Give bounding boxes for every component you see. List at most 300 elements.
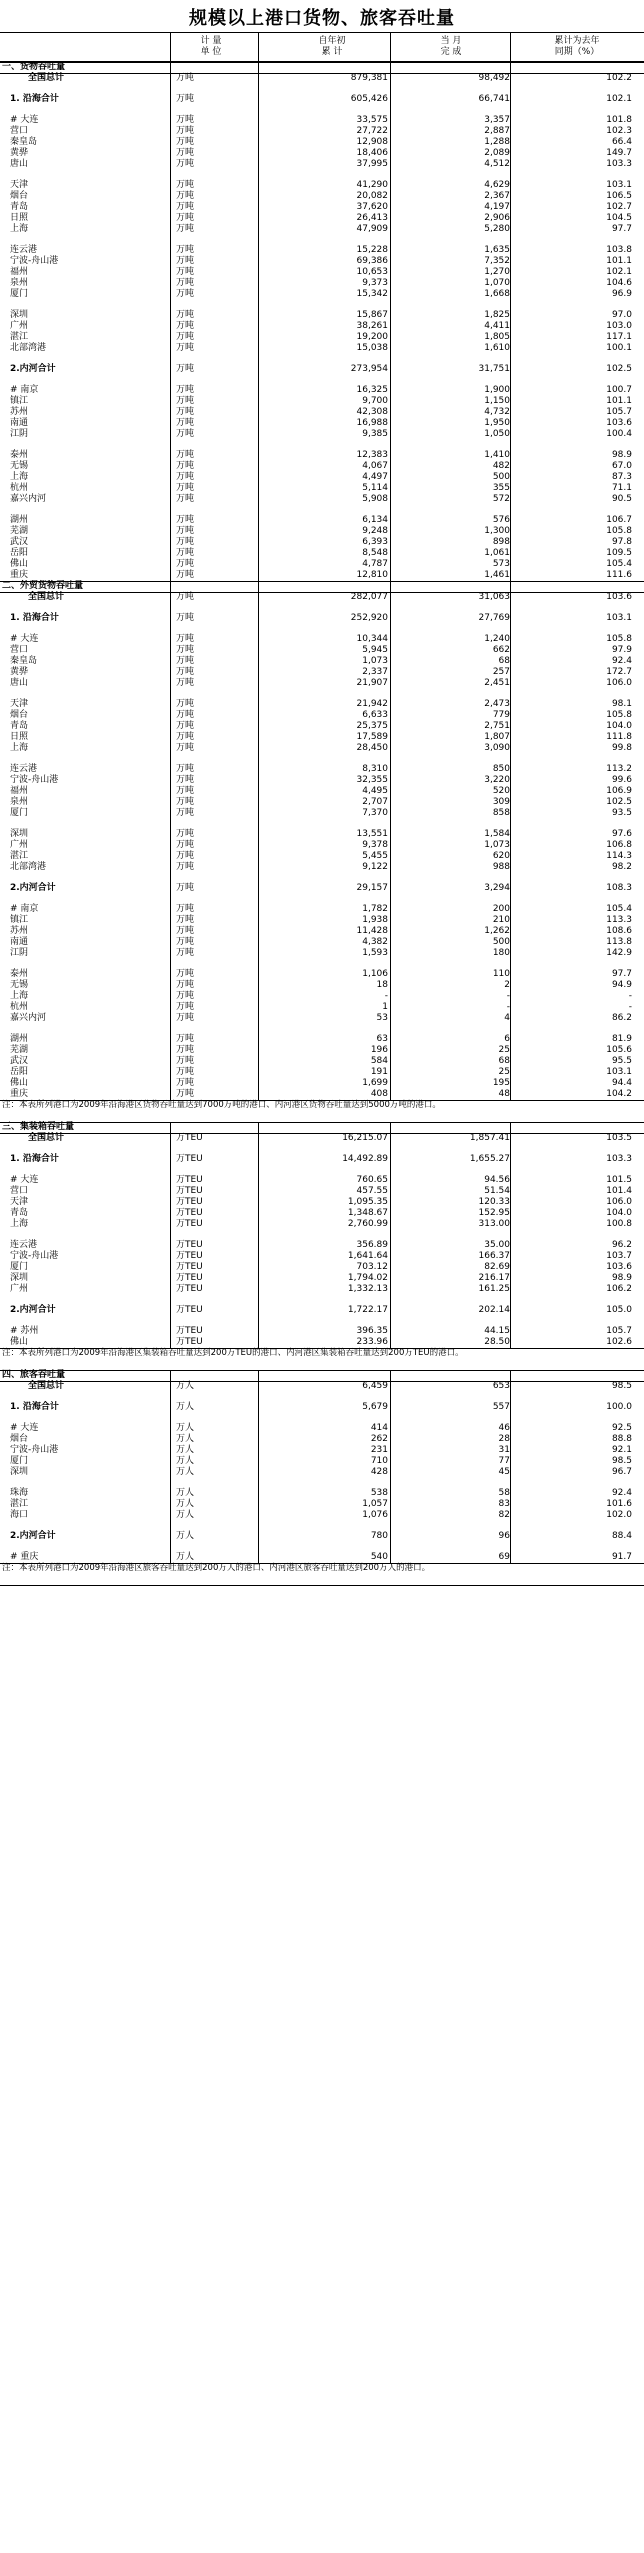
- column-divider: [510, 32, 511, 1100]
- unit-cell: 万吨: [176, 148, 195, 158]
- port-name: 宁波-舟山港: [10, 1445, 59, 1455]
- month-cell: 576: [492, 515, 510, 525]
- month-cell: 4,197: [484, 202, 510, 212]
- port-name: 南通: [10, 418, 29, 428]
- port-name: 上海: [10, 1219, 29, 1229]
- month-cell: 1,461: [484, 570, 510, 580]
- ytd-cell: 6,459: [362, 1381, 388, 1391]
- divider: [0, 62, 644, 63]
- month-cell: 662: [492, 645, 510, 655]
- unit-cell: 万人: [176, 1488, 195, 1498]
- unit-cell: 万吨: [176, 969, 195, 979]
- month-cell: 1,073: [484, 840, 510, 850]
- pct-cell: 102.1: [606, 267, 632, 277]
- column-divider: [510, 1370, 511, 1563]
- ytd-cell: 21,942: [356, 699, 388, 709]
- column-divider: [258, 1370, 259, 1563]
- ytd-cell: 9,248: [362, 526, 388, 536]
- unit-cell: 万吨: [176, 537, 195, 547]
- pct-cell: 96.2: [611, 1240, 632, 1250]
- unit-cell: 万吨: [176, 321, 195, 331]
- port-name: 苏州: [10, 926, 29, 936]
- ytd-cell: 282,077: [350, 592, 388, 602]
- unit-cell: 万TEU: [176, 1175, 203, 1185]
- ytd-cell: 4,787: [362, 559, 388, 569]
- month-cell: 5,280: [484, 224, 510, 234]
- port-name: 唐山: [10, 159, 29, 169]
- ytd-cell: 12,810: [356, 570, 388, 580]
- month-cell: 355: [492, 483, 510, 493]
- port-name: # 大连: [10, 115, 39, 125]
- unit-cell: 万人: [176, 1552, 195, 1562]
- port-name: 黄骅: [10, 667, 29, 677]
- unit-cell: 万吨: [176, 613, 195, 623]
- ytd-cell: 32,355: [356, 775, 388, 785]
- month-cell: 1,270: [484, 267, 510, 277]
- month-cell: 77: [498, 1456, 510, 1466]
- port-name: 广州: [10, 321, 29, 331]
- ytd-cell: 6,134: [362, 515, 388, 525]
- ytd-cell: 18: [376, 980, 388, 990]
- divider: [0, 73, 644, 74]
- pct-cell: 98.2: [611, 862, 632, 872]
- port-name: 厦门: [10, 808, 29, 818]
- unit-cell: 万TEU: [176, 1262, 203, 1272]
- ytd-cell: 6,393: [362, 537, 388, 547]
- pct-cell: 104.2: [606, 1089, 632, 1099]
- port-name: 上海: [10, 991, 29, 1001]
- port-name: 1. 沿海合计: [10, 1154, 59, 1164]
- port-name: 武汉: [10, 1056, 29, 1066]
- unit-cell: 万吨: [176, 656, 195, 666]
- port-name: 1. 沿海合计: [10, 613, 59, 623]
- divider: [0, 1100, 644, 1101]
- unit-cell: 万吨: [176, 570, 195, 580]
- pct-cell: 113.2: [606, 764, 632, 774]
- port-name: 杭州: [10, 1002, 29, 1012]
- ytd-cell: 703.12: [356, 1262, 388, 1272]
- month-cell: 4,732: [484, 407, 510, 417]
- ytd-cell: 1,641.64: [347, 1251, 388, 1261]
- unit-cell: 万吨: [176, 332, 195, 342]
- unit-cell: 万TEU: [176, 1186, 203, 1196]
- ytd-cell: 5,945: [362, 645, 388, 655]
- month-cell: 1,805: [484, 332, 510, 342]
- pct-cell: 113.8: [606, 937, 632, 947]
- ytd-cell: 12,383: [356, 450, 388, 460]
- pct-cell: 106.8: [606, 840, 632, 850]
- port-name: 北部湾港: [10, 862, 47, 872]
- month-cell: 6: [504, 1034, 510, 1044]
- ytd-cell: 14,492.89: [342, 1154, 388, 1164]
- pct-cell: 108.6: [606, 926, 632, 936]
- column-divider: [390, 1370, 391, 1563]
- port-name: 厦门: [10, 289, 29, 299]
- port-name: 宁波-舟山港: [10, 775, 59, 785]
- port-name: 天津: [10, 699, 29, 709]
- unit-cell: 万吨: [176, 180, 195, 190]
- port-name: 全国总计: [28, 1381, 65, 1391]
- pct-cell: 108.3: [606, 883, 632, 893]
- pct-cell: 113.3: [606, 915, 632, 925]
- unit-cell: 万TEU: [176, 1133, 203, 1143]
- divider: [0, 592, 644, 593]
- ytd-cell: 26,413: [356, 213, 388, 223]
- port-name: 佛山: [10, 1337, 29, 1347]
- pct-cell: 105.4: [606, 904, 632, 914]
- table-header: [0, 32, 644, 62]
- ytd-cell: 16,325: [356, 385, 388, 395]
- unit-cell: 万吨: [176, 1078, 195, 1088]
- ytd-cell: 7,370: [362, 808, 388, 818]
- ytd-cell: 29,157: [356, 883, 388, 893]
- pct-cell: 106.9: [606, 786, 632, 796]
- unit-cell: 万吨: [176, 592, 195, 602]
- pct-cell: 88.4: [611, 1531, 632, 1541]
- unit-cell: 万吨: [176, 450, 195, 460]
- month-cell: 3,357: [484, 115, 510, 125]
- pct-cell: 172.7: [606, 667, 632, 677]
- unit-cell: 万吨: [176, 808, 195, 818]
- divider: [0, 1348, 644, 1349]
- column-divider: [258, 32, 259, 1100]
- pct-cell: -: [628, 1002, 632, 1012]
- unit-cell: 万吨: [176, 213, 195, 223]
- month-cell: 28.50: [484, 1337, 510, 1347]
- pct-cell: 114.3: [606, 851, 632, 861]
- ytd-cell: 17,589: [356, 732, 388, 742]
- unit-cell: 万吨: [176, 343, 195, 353]
- unit-cell: 万吨: [176, 948, 195, 958]
- column-divider: [390, 32, 391, 1100]
- port-name: 深圳: [10, 1467, 29, 1477]
- month-cell: -: [506, 1002, 510, 1012]
- month-cell: 1,807: [484, 732, 510, 742]
- unit-cell: 万吨: [176, 699, 195, 709]
- month-cell: 216.17: [478, 1273, 510, 1283]
- ytd-cell: 1: [382, 1002, 388, 1012]
- pct-cell: 101.4: [606, 1186, 632, 1196]
- ytd-cell: 42,308: [356, 407, 388, 417]
- port-name: 深圳: [10, 829, 29, 839]
- ytd-cell: 233.96: [356, 1337, 388, 1347]
- pct-cell: 105.4: [606, 559, 632, 569]
- note-text: 注：本表所列港口为2009年沿海港区集装箱吞吐量达到200万TEU的港口、内河港区集装箱吞吐量达到200万TEU的港口。: [2, 1348, 464, 1358]
- ytd-cell: 1,095.35: [347, 1197, 388, 1207]
- pct-cell: 71.1: [611, 483, 632, 493]
- pct-cell: 91.7: [611, 1552, 632, 1562]
- port-name: 湛江: [10, 851, 29, 861]
- pct-cell: 100.4: [606, 429, 632, 439]
- month-cell: 35.00: [484, 1240, 510, 1250]
- month-cell: 202.14: [478, 1305, 510, 1315]
- ytd-cell: 196: [370, 1045, 388, 1055]
- month-cell: 4,629: [484, 180, 510, 190]
- unit-cell: 万人: [176, 1381, 195, 1391]
- pct-cell: 117.1: [606, 332, 632, 342]
- pct-cell: 96.7: [611, 1467, 632, 1477]
- section-title: 四、旅客吞吐量: [2, 1370, 66, 1380]
- pct-cell: 103.6: [606, 418, 632, 428]
- column-divider: [170, 32, 171, 1100]
- port-name: 烟台: [10, 710, 29, 720]
- divider: [0, 1122, 644, 1123]
- unit-cell: 万吨: [176, 1013, 195, 1023]
- port-name: 宁波-舟山港: [10, 1251, 59, 1261]
- unit-cell: 万人: [176, 1499, 195, 1509]
- pct-cell: 106.0: [606, 678, 632, 688]
- month-cell: 94.56: [484, 1175, 510, 1185]
- ytd-cell: 4,382: [362, 937, 388, 947]
- unit-cell: 万吨: [176, 515, 195, 525]
- pct-cell: 101.1: [606, 256, 632, 266]
- pct-cell: 92.4: [611, 656, 632, 666]
- ytd-cell: 10,344: [356, 634, 388, 644]
- port-name: 重庆: [10, 1089, 29, 1099]
- table-note: [0, 1100, 644, 1122]
- ytd-cell: 710: [370, 1456, 388, 1466]
- unit-cell: 万吨: [176, 526, 195, 536]
- pct-cell: 102.1: [606, 94, 632, 104]
- month-cell: 858: [492, 808, 510, 818]
- ytd-cell: 5,679: [362, 1402, 388, 1412]
- month-cell: 2,451: [484, 678, 510, 688]
- ytd-cell: 540: [370, 1552, 388, 1562]
- month-cell: 3,220: [484, 775, 510, 785]
- month-cell: 66,741: [478, 94, 510, 104]
- ytd-cell: 15,228: [356, 245, 388, 255]
- port-name: 深圳: [10, 310, 29, 320]
- month-cell: 31: [498, 1445, 510, 1455]
- pct-cell: 92.5: [611, 1423, 632, 1433]
- port-name: 江阴: [10, 948, 29, 958]
- port-name: 无锡: [10, 461, 29, 471]
- month-cell: 1,070: [484, 278, 510, 288]
- header-ytd: 自年初 累 计: [318, 36, 346, 57]
- ytd-cell: 47,909: [356, 224, 388, 234]
- pct-cell: 106.7: [606, 515, 632, 525]
- unit-cell: 万吨: [176, 904, 195, 914]
- ytd-cell: 1,348.67: [347, 1208, 388, 1218]
- month-cell: 779: [492, 710, 510, 720]
- pct-cell: 98.5: [611, 1456, 632, 1466]
- unit-cell: 万吨: [176, 483, 195, 493]
- pct-cell: 111.8: [606, 732, 632, 742]
- pct-cell: 94.9: [611, 980, 632, 990]
- pct-cell: 103.3: [606, 159, 632, 169]
- divider: [0, 581, 644, 582]
- unit-cell: 万TEU: [176, 1305, 203, 1315]
- month-cell: 2,367: [484, 191, 510, 201]
- ytd-cell: -: [384, 991, 388, 1001]
- ytd-cell: 1,938: [362, 915, 388, 925]
- port-name: 全国总计: [28, 1133, 65, 1143]
- month-cell: 898: [492, 537, 510, 547]
- pct-cell: 92.4: [611, 1488, 632, 1498]
- pct-cell: 102.6: [606, 1337, 632, 1347]
- ytd-cell: 9,122: [362, 862, 388, 872]
- month-cell: 850: [492, 764, 510, 774]
- ytd-cell: 37,620: [356, 202, 388, 212]
- ytd-cell: 1,073: [362, 656, 388, 666]
- pct-cell: 103.7: [606, 1251, 632, 1261]
- ytd-cell: 1,782: [362, 904, 388, 914]
- pct-cell: 106.5: [606, 191, 632, 201]
- unit-cell: 万吨: [176, 634, 195, 644]
- month-cell: 82: [498, 1510, 510, 1520]
- note-text: 注：本表所列港口为2009年沿海港区旅客吞吐量达到200万人的港口、内河港区旅客吞吐量达到200万人的港口。: [2, 1563, 431, 1573]
- unit-cell: 万吨: [176, 1045, 195, 1055]
- month-cell: 2,751: [484, 721, 510, 731]
- port-name: 佛山: [10, 559, 29, 569]
- month-cell: 1,262: [484, 926, 510, 936]
- unit-cell: 万TEU: [176, 1284, 203, 1294]
- port-name: 连云港: [10, 1240, 38, 1250]
- month-cell: 210: [492, 915, 510, 925]
- ytd-cell: 2,337: [362, 667, 388, 677]
- unit-cell: 万人: [176, 1467, 195, 1477]
- port-name: 广州: [10, 1284, 29, 1294]
- ytd-cell: 356.89: [356, 1240, 388, 1250]
- pct-cell: 103.0: [606, 321, 632, 331]
- header-pct: 累计为去年 同期（%）: [554, 36, 600, 57]
- pct-cell: 100.1: [606, 343, 632, 353]
- unit-cell: 万吨: [176, 159, 195, 169]
- port-name: 湛江: [10, 1499, 29, 1509]
- month-cell: 573: [492, 559, 510, 569]
- month-cell: 25: [498, 1045, 510, 1055]
- unit-cell: 万TEU: [176, 1240, 203, 1250]
- pct-cell: 67.0: [611, 461, 632, 471]
- unit-cell: 万吨: [176, 764, 195, 774]
- pct-cell: 97.6: [611, 829, 632, 839]
- unit-cell: 万吨: [176, 1089, 195, 1099]
- ytd-cell: 408: [370, 1089, 388, 1099]
- ytd-cell: 63: [376, 1034, 388, 1044]
- month-cell: 1,610: [484, 343, 510, 353]
- port-name: 嘉兴内河: [10, 1013, 47, 1023]
- column-divider: [390, 1122, 391, 1348]
- column-divider: [510, 1122, 511, 1348]
- pct-cell: 111.6: [606, 570, 632, 580]
- port-name: # 大连: [10, 1423, 39, 1433]
- pct-cell: 103.8: [606, 245, 632, 255]
- month-cell: 2,887: [484, 126, 510, 136]
- port-name: 湛江: [10, 332, 29, 342]
- unit-cell: 万TEU: [176, 1251, 203, 1261]
- pct-cell: 101.6: [606, 1499, 632, 1509]
- month-cell: 1,668: [484, 289, 510, 299]
- port-name: 唐山: [10, 678, 29, 688]
- month-cell: 195: [492, 1078, 510, 1088]
- unit-cell: 万吨: [176, 667, 195, 677]
- port-name: 北部湾港: [10, 343, 47, 353]
- port-name: 芜湖: [10, 1045, 29, 1055]
- port-name: 2.内河合计: [10, 1531, 56, 1541]
- pct-cell: 103.3: [606, 1154, 632, 1164]
- unit-cell: 万吨: [176, 732, 195, 742]
- ytd-cell: 584: [370, 1056, 388, 1066]
- port-name: 泰州: [10, 450, 29, 460]
- divider: [0, 1370, 644, 1371]
- port-name: 福州: [10, 786, 29, 796]
- unit-cell: 万吨: [176, 1056, 195, 1066]
- ytd-cell: 16,215.07: [342, 1133, 388, 1143]
- month-cell: 161.25: [478, 1284, 510, 1294]
- pct-cell: 105.7: [606, 1326, 632, 1336]
- unit-cell: 万吨: [176, 915, 195, 925]
- month-cell: 557: [492, 1402, 510, 1412]
- month-cell: 2,473: [484, 699, 510, 709]
- month-cell: 1,857.41: [469, 1133, 510, 1143]
- pct-cell: 87.3: [611, 472, 632, 482]
- divider: [0, 1563, 644, 1564]
- port-name: 上海: [10, 224, 29, 234]
- port-name: 全国总计: [28, 592, 65, 602]
- unit-cell: 万吨: [176, 407, 195, 417]
- unit-cell: 万吨: [176, 115, 195, 125]
- pct-cell: 105.8: [606, 526, 632, 536]
- pct-cell: 103.6: [606, 592, 632, 602]
- month-cell: 82.69: [484, 1262, 510, 1272]
- unit-cell: 万吨: [176, 829, 195, 839]
- pct-cell: 97.0: [611, 310, 632, 320]
- ytd-cell: 262: [370, 1434, 388, 1444]
- month-cell: 3,294: [484, 883, 510, 893]
- month-cell: 152.95: [478, 1208, 510, 1218]
- port-name: 厦门: [10, 1262, 29, 1272]
- ytd-cell: 879,381: [350, 73, 388, 83]
- port-name: 泰州: [10, 969, 29, 979]
- ytd-cell: 25,375: [356, 721, 388, 731]
- unit-cell: 万吨: [176, 202, 195, 212]
- port-name: 天津: [10, 180, 29, 190]
- unit-cell: 万人: [176, 1402, 195, 1412]
- month-cell: 1,240: [484, 634, 510, 644]
- port-name: 日照: [10, 213, 29, 223]
- port-name: 深圳: [10, 1273, 29, 1283]
- pct-cell: 101.1: [606, 396, 632, 406]
- pct-cell: 90.5: [611, 494, 632, 504]
- pct-cell: 101.5: [606, 1175, 632, 1185]
- ytd-cell: 33,575: [356, 115, 388, 125]
- unit-cell: 万吨: [176, 289, 195, 299]
- unit-cell: 万吨: [176, 396, 195, 406]
- month-cell: 988: [492, 862, 510, 872]
- pct-cell: 103.1: [606, 613, 632, 623]
- unit-cell: 万吨: [176, 126, 195, 136]
- ytd-cell: 6,633: [362, 710, 388, 720]
- unit-cell: 万TEU: [176, 1197, 203, 1207]
- pct-cell: 106.2: [606, 1284, 632, 1294]
- unit-cell: 万TEU: [176, 1326, 203, 1336]
- pct-cell: 98.1: [611, 699, 632, 709]
- month-cell: 572: [492, 494, 510, 504]
- port-name: 青岛: [10, 721, 29, 731]
- ytd-cell: 15,038: [356, 343, 388, 353]
- unit-cell: 万吨: [176, 278, 195, 288]
- pct-cell: 100.0: [606, 1402, 632, 1412]
- ytd-cell: 38,261: [356, 321, 388, 331]
- month-cell: 46: [498, 1423, 510, 1433]
- month-cell: 309: [492, 797, 510, 807]
- ytd-cell: 1,699: [362, 1078, 388, 1088]
- unit-cell: 万吨: [176, 1067, 195, 1077]
- pct-cell: 98.9: [611, 450, 632, 460]
- column-divider: [170, 1370, 171, 1563]
- month-cell: 1,050: [484, 429, 510, 439]
- ytd-cell: 69,386: [356, 256, 388, 266]
